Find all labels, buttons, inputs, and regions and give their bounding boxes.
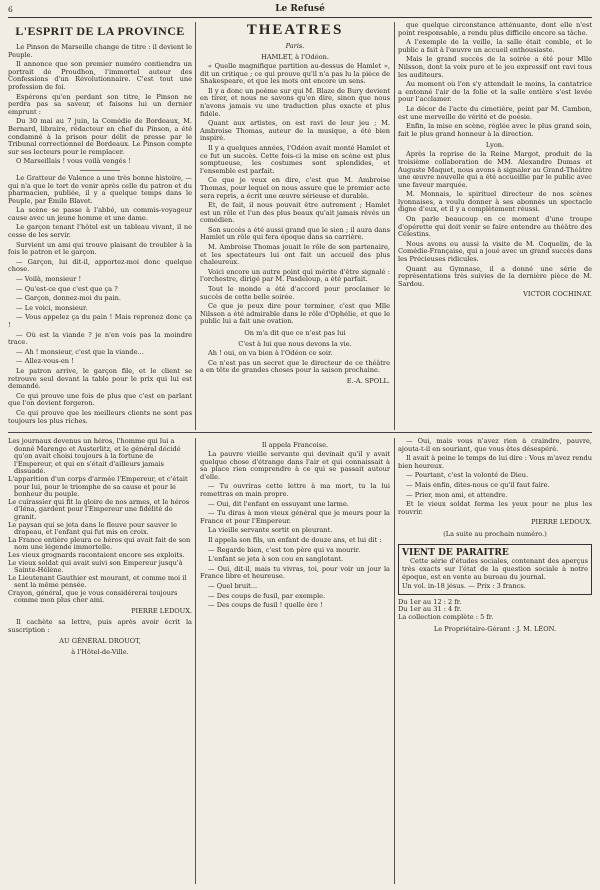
paragraph: — Tu diras à mon vieux général que je meurs pour la France et pour l'Empereur. (200, 509, 390, 525)
page-number: 6 (8, 5, 13, 14)
signature: VICTOR COCHINAT. (523, 290, 592, 299)
paragraph: — Prier, mon ami, et attendre. (406, 490, 508, 499)
paragraph: Ce qui prouve une fois de plus que c'est en parlant que l'on devient forgeron. (8, 391, 192, 408)
paragraph: Voici encore un autre point qui mérite d'être signalé : l'orchestre, dirigé par M. Pasdeloup, a été parfait. (200, 267, 390, 284)
paragraph: Le garçon tenant l'hôtel est un tableau vivant, il ne cesse de les servir. (8, 223, 192, 240)
paragraph: — Oui, mais vous n'avez rien à craindre, pauvre, ajouta-t-il en souriant, que vous êtes désespéré. (398, 438, 592, 453)
paragraph: Il y a quelques années, l'Odéon avait monté Hamlet et ce fut un succès. Cette fois-ci la mise en scène est plus somptueuse, les costumes sont splendides, et l'ensemble est parfait. (200, 143, 390, 175)
paragraph: Tout le monde a été d'accord pour proclamer le succès de cette belle soirée. (200, 285, 390, 301)
column-esprit-province (8, 22, 192, 428)
dialogue-line: — Quel bruit... (208, 581, 258, 590)
list-item: Le paysan qui se jeta dans le fleuve pour sauver le drapeau, et l'enfant qui fut mis en croix. (8, 520, 177, 537)
article-body (8, 44, 192, 428)
bullet-list (8, 438, 192, 605)
paragraph: Et le vieux soldat ferma les yeux pour ne plus les rouvrir. (398, 500, 592, 516)
paragraph: — Oui, dit-il, mais tu vivras, toi, pour voir un jour la France libre et heureuse. (200, 564, 390, 581)
paragraph: Au moment où l'on s'y attendait le moins, la cantatrice a entonné l'air de la folie et la salle entière s'est levée pour l'acclamer. (398, 80, 592, 104)
masthead: Le Refusé (275, 4, 325, 14)
paragraph: Enfin, la mise en scène, réglée avec le plus grand soin, fait le plus grand honneur à la direction. (398, 122, 592, 138)
paragraph: On parle beaucoup en ce moment d'une troupe d'opérette qui doit venir se faire entendre au théâtre des Célestins. (398, 215, 592, 239)
play-title: HAMLET, à l'Odéon. (261, 53, 329, 61)
paragraph: Le Gratteur de Valence a une très bonne histoire, — qui n'a que le tort de venir après celle du patron et du pharmacien, publiée, il y a quelque temps dans le Peuple, par Émile Blavet. (8, 173, 192, 205)
paragraph: Il appela son fils, un enfant de douze ans, et lui dit : (208, 535, 382, 544)
column-rule (394, 438, 395, 884)
column-theatres-continued (398, 22, 592, 428)
paragraph: — Qu'est-ce que c'est que ça ? (16, 284, 118, 293)
paragraph: L'enfant se jeta à son cou en sanglotant. (208, 555, 344, 564)
list-item: Crayon, général, que je vous considérerai toujours comme mon plus cher ami. (8, 588, 178, 605)
subtitle: Paris. (285, 42, 305, 50)
list-item: La France entière pleura ce héros qui avait fait de son nom une légende immortelle. (8, 535, 191, 552)
paragraph: Il avait à peine le temps de lui dire : Vous m'avez rendu bien heureux. (398, 454, 592, 470)
dialogue-line: — Des coups de fusil ! quelle ère ! (208, 601, 323, 610)
paragraph: Le Pinson de Marseille change de titre : il devient le Peuple. (8, 43, 192, 59)
notice-price: Un vol. in-18 jésus. — Prix : 3 francs. (402, 582, 526, 591)
paragraph: O Marseillais ! vous voilà vengés ! (16, 157, 131, 166)
notice-text: Cette série d'études sociales, contenant des aperçus très exacts sur l'état de la question sociale à notre époque, est en vente au bureau du journal. (402, 557, 588, 581)
column-rule (195, 22, 196, 430)
paragraph: — Ah ! monsieur, c'est que la viande... (16, 347, 144, 356)
signature: PIERRE LEDOUX. (531, 518, 592, 527)
list-item: Le vieux soldat qui avait suivi son Empereur jusqu'à Sainte-Hélène. (8, 558, 183, 575)
paragraph: Ce n'est pas un secret que le directeur de ce théâtre a en tête de grandes choses pour la saison prochaine. (200, 358, 390, 375)
paragraph: Le patron arrive, le garçon file, et le client se retrouve seul devant la table pour le prix qui lui est demandé. (8, 366, 192, 391)
paragraph: Survient un ami qui trouve plaisant de troubler à la fois le patron et le garçon. (8, 240, 192, 257)
section-title: L'ESPRIT DE LA PROVINCE (15, 24, 185, 38)
rule (80, 170, 120, 171)
feuilleton-column-2 (200, 438, 390, 884)
publication-notice (398, 544, 592, 594)
page-header (8, 3, 592, 18)
subscription-line: La collection complète : 5 fr. (398, 612, 494, 621)
paragraph: — Regarde bien, c'est ton père qui va mourir. (208, 545, 361, 554)
paragraph: « Quelle magnifique partition au-dessus de Hamlet », dit un critique ; ce qui prouve qu'il n'a pas lu la pièce de Shakespeare, et que les mots ont encore un sens. (200, 62, 390, 86)
continuation-note: (La suite au prochain numéro.) (443, 530, 547, 539)
paragraph: M. Monnais, le spirituel directeur de nos scènes lyonnaises, a voulu donner à ses abonnés un spectacle digne d'eux, et il y a complètement réussi. (398, 190, 592, 214)
paragraph: Après la reprise de la Reine Margot, produit de la troisième collaboration de MM. Alexandre Dumas et Auguste Maquet, nous avons à signaler au Grand-Théâtre une œuvre nouvelle qui a été accueillie par le public avec une faveur marquée. (398, 150, 592, 189)
paragraph: A l'exemple de la veille, la salle était comble, et le public a fait à l'œuvre un accueil enthousiaste. (398, 38, 592, 54)
paragraph: Ce qui prouve que les meilleurs clients ne sont pas toujours les plus riches. (8, 408, 192, 425)
paragraph: Ce que je peux dire pour terminer, c'est que Mlle Nilsson a été admirable dans le rôle d'Ophélie, et que le public lui a fait une ovation. (200, 302, 390, 326)
paragraph: — Oui, dit l'enfant en essuyant une larme. (208, 499, 349, 508)
list-item: L'apparition d'un corps d'armée l'Empereur, et c'était pour lui, pour le triomphe de sa cause et pour le bonheur du peuple. (8, 474, 188, 499)
publisher-line: Le Propriétaire-Gérant : J. M. LÉON. (433, 624, 557, 633)
paragraph: — Pourtant, c'est la volonté de Dieu. (406, 471, 529, 480)
paragraph: — Garçon, donnez-moi du pain. (16, 294, 122, 303)
paragraph: Il annonce que son premier numéro contiendra un portrait de Proudhon, l'immortel auteur des Confessions d'un Révolutionnaire. C'est tout une profession de foi. (8, 60, 192, 91)
paragraph: Du 30 mai au 7 juin, la Comédie de Bordeaux, M. Bernard, libraire, rédacteur en chef du Pinson, a été condamné à la prison pour délit de presse par le Tribunal correctionnel de Bordeaux. Le Pinson compte sur ses lecteurs pour le remplacer. (8, 117, 192, 156)
paragraph: Quant aux artistes, on est ravi de leur jeu ; M. Ambroise Thomas, auteur de la musique, a été bien inspiré. (200, 119, 390, 143)
signature: PIERRE LEDOUX. (131, 607, 192, 616)
subscription-line: Du 1er au 31 : 4 fr. (398, 605, 462, 614)
address-line: AU GÉNÉRAL DROUOT, (59, 637, 141, 646)
list-item: Le cuirassier qui fit la gloire de nos armes, et le héros d'Iéna, gardent pour l'Empereur une fidélité de granit. (8, 497, 190, 521)
paragraph: — Mais enfin, dites-nous ce qu'il faut faire. (406, 480, 550, 489)
section-title: THEATRES (246, 22, 344, 38)
paragraph: La scène se passe à l'abbé, un commis-voyageur cause avec un jeune homme et une dame. (8, 206, 192, 222)
paragraph: Ah ! oui, on va bien à l'Odéon ce soir. (208, 349, 333, 357)
paragraph: — Le voici, monsieur. (16, 303, 88, 312)
paragraph: Il cachète sa lettre, puis après avoir écrit la suscription : (8, 618, 192, 634)
list-item: Les journaux devenus un héros, l'homme qui lui a donné Marengo et Austerlitz, et le général décidé qu'on avait choisi toujours à la fortune de l'Empereur, et qui en s'était d'ailleurs jamais dissuadé. (8, 438, 181, 476)
dialogue-line: — Des coups de fusil, par exemple. (208, 591, 326, 600)
paragraph: Et, de fait, il nous pouvait être autrement ; Hamlet est un rôle et l'un des plus beaux qu'ait jamais rêvés un comédien. (200, 201, 390, 225)
column-theatres (200, 22, 390, 428)
paragraph: La vieille servante sortit en pleurant. (208, 526, 333, 535)
section-subtitle: Lyon. (485, 141, 505, 150)
paragraph: Nous avons eu aussi la visite de M. Coquelin, de la Comédie-Française, qui a joué avec un grand succès dans les Précieuses ridicules. (398, 239, 592, 264)
paragraph: Quant au Gymnase, il a donné une série de représentations très suivies de la dernière pièce de M. Sardou. (398, 264, 592, 288)
chapter-opening: Il appela Francoise. (261, 441, 329, 449)
verse-line: C'est à lui que nous devons la vie. (238, 340, 352, 348)
paragraph: Le décor de l'acte du cimetière, peint par M. Cambon, est une merveille de vérité et de poésie. (398, 104, 592, 121)
paragraph: Il y a donc un poème sur qui M. Blaze de Bury devient en tirer, et nous ne savons qu'en dire, sinon que nous n'avons jamais vu une traduction plus exacte et plus fidèle. (200, 86, 390, 118)
paragraph: — Tu ouvriras cette lettre à ma mort, tu la lui remettras en main propre. (200, 482, 390, 498)
paragraph: — Allez-vous-en ! (16, 357, 74, 366)
subscription-line: Du 1er au 12 : 2 fr. (398, 597, 462, 606)
paragraph: — Garçon, lui dit-il, apportez-moi donc quelque chose. (8, 257, 192, 274)
paragraph: M. Ambroise Thomas jouait le rôle de son partenaire, et les spectateurs lui ont fait un accueil des plus chaleureux. (200, 243, 390, 267)
section-divider (8, 432, 592, 433)
feuilleton-column-3 (398, 438, 592, 884)
paragraph: — Vous appelez ça du pain ! Mais reprenez donc ça ! (8, 313, 192, 329)
signature: E.-A. SPOLL. (346, 376, 390, 385)
paragraph: Son succès a été aussi grand que le sien ; il aura dans Hamlet un rôle qui fera époque dans sa carrière. (200, 225, 390, 242)
paragraph: que quelque circonstance atténuante, dont elle n'est point responsable, a rendu plus difficile encore sa tâche. (398, 22, 592, 37)
feuilleton-column-1 (8, 438, 192, 884)
column-rule (394, 22, 395, 430)
paragraph: — Voilà, monsieur ! (16, 275, 82, 284)
paragraph: Espérons qu'en perdant son titre, le Pinson ne perdra pas sa saveur, et faisons lui un dernier emprunt : (8, 92, 192, 116)
verse-line: On m'a dit que ce n'est pas lui (244, 329, 346, 337)
paragraph: Mais le grand succès de la soirée a été pour Mlle Nilsson, dont la voix pure et le jeu expressif ont ravi tous les auditeurs. (398, 55, 592, 79)
column-rule (195, 438, 196, 884)
paragraph: — Où est la viande ? je n'en vois pas la moindre trace. (8, 330, 192, 347)
list-item: Les vieux grognards racontaient encore ses exploits. (8, 550, 185, 559)
list-item: Le Lieutenant Gauthier est mourant, et comme moi il sent la même pensée. (8, 573, 187, 590)
address-line: à l'Hôtel-de-Ville. (71, 648, 129, 657)
paragraph: Ce que je veux en dire, c'est que M. Ambroise Thomas, pour lequel on nous assure que le premier acte sera repris, a écrit une œuvre sérieuse et durable. (200, 176, 390, 200)
notice-title: VIENT DE PARAITRE (402, 548, 509, 559)
paragraph: La pauvre vieille servante qui devinait qu'il y avait quelque chose d'étrange dans l'air et qui connaissait à sa place rien comprendre à ce qui se passait autour d'elle. (200, 450, 390, 481)
